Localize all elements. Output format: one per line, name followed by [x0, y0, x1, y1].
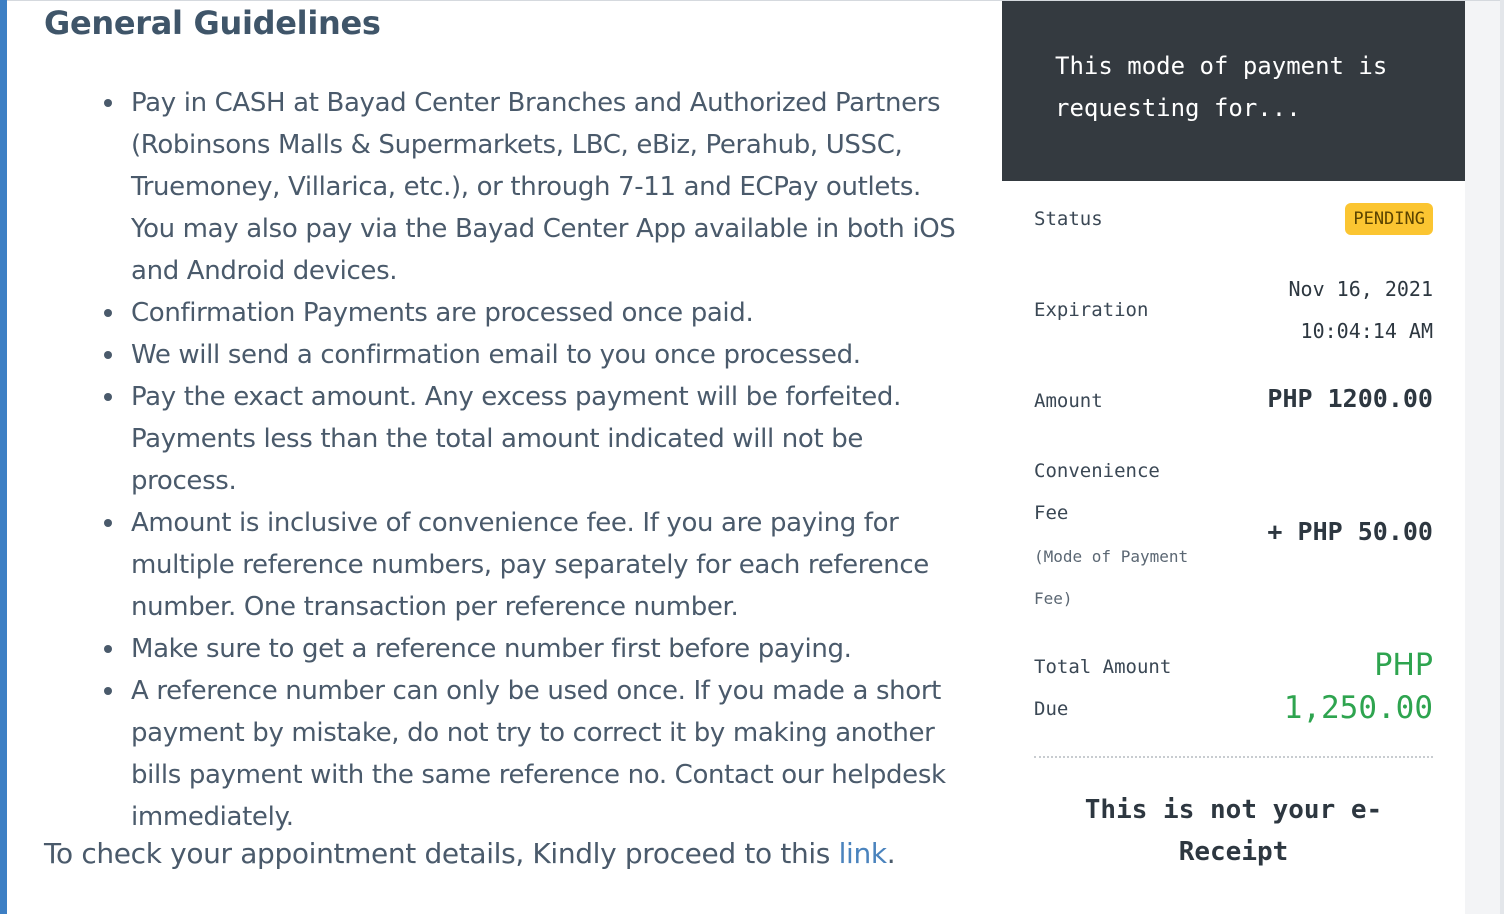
guidelines-title: General Guidelines: [44, 4, 381, 42]
payment-card-header: [1002, 1, 1465, 181]
guideline-item-pay-cash: Pay in CASH at Bayad Center Branches and Authorized Partners (Robinsons Malls & Supermarkets, LBC, eBiz, Perahub, USSC, Truemoney, Villarica, etc.), or through 7-11 and ECPay outlets. You may also pay via the Bayad Center App available in both iOS and Android devices.: [131, 82, 967, 292]
payment-summary-card: [1002, 1, 1465, 914]
total-amount-label: Total Amount: [1034, 656, 1172, 678]
amount-label: Amount: [1034, 390, 1103, 412]
not-receipt-notice-line-1: This is not your e-: [1084, 795, 1383, 825]
appointment-details-label: To check your appointment details, Kindly proceed to this: [44, 837, 839, 870]
not-receipt-notice-line-2: Receipt: [1178, 837, 1289, 867]
not-receipt-notice: [1034, 789, 1433, 873]
guideline-item-convenience-fee: Amount is inclusive of convenience fee. If you are paying for multiple reference numbers, pay separately for each reference number. One transaction per reference number.: [131, 502, 967, 628]
guidelines-list: [7, 82, 967, 838]
guideline-item-reference-once: A reference number can only be used once. If you made a short payment by mistake, do not try to correct it by making another bills payment with the same reference no. Contact our helpdesk immediately.: [131, 670, 967, 838]
total-amount-value: 1,250.00: [1283, 690, 1433, 726]
guidelines-section: [7, 1, 1002, 914]
left-accent-bar: [0, 0, 7, 914]
card-divider: [1034, 756, 1433, 758]
appointment-details-period: .: [886, 837, 896, 870]
guideline-item-email: We will send a confirmation email to you once processed.: [131, 334, 967, 376]
expiration-time: 10:04:14 AM: [1300, 319, 1433, 343]
convenience-fee-label-2: Fee: [1034, 502, 1069, 524]
appointment-details-link[interactable]: link: [838, 837, 887, 870]
guideline-item-confirmation: Confirmation Payments are processed once paid.: [131, 292, 967, 334]
status-badge: PENDING: [1345, 203, 1433, 235]
expiration-date: Nov 16, 2021: [1288, 277, 1433, 301]
scrollbar-track[interactable]: [1500, 0, 1504, 914]
fee-note: (Mode of Payment: [1034, 547, 1189, 566]
appointment-details-text: [44, 833, 895, 875]
page-right-gutter: [1465, 1, 1504, 914]
total-currency: PHP: [1374, 648, 1433, 683]
status-label: Status: [1034, 208, 1103, 230]
fee-note-2: Fee): [1034, 589, 1073, 608]
total-amount-label-2: Due: [1034, 698, 1069, 720]
expiration-label: Expiration: [1034, 299, 1149, 321]
guideline-item-exact-amount: Pay the exact amount. Any excess payment will be forfeited. Payments less than the total amount indicated will not be process.: [131, 376, 967, 502]
convenience-fee-value: + PHP 50.00: [1267, 517, 1433, 546]
guideline-item-reference-first: Make sure to get a reference number first before paying.: [131, 628, 967, 670]
amount-value: PHP 1200.00: [1267, 384, 1433, 413]
convenience-fee-label: Convenience: [1034, 460, 1160, 482]
payment-header-text: This mode of payment is requesting for...: [1055, 52, 1388, 122]
